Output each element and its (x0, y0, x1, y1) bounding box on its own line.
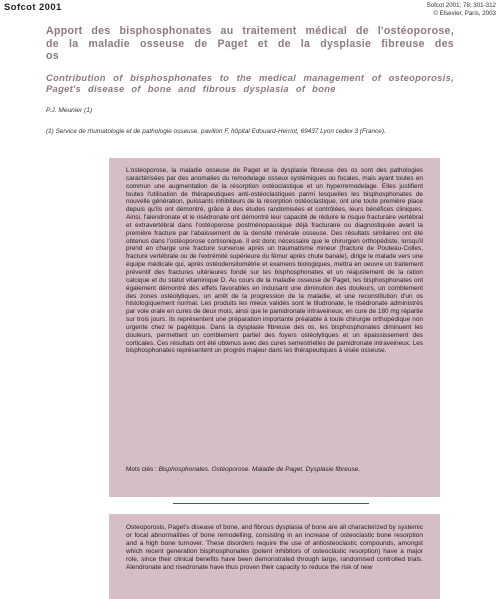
keywords (126, 466, 423, 474)
citation (427, 2, 497, 18)
abstract-english: Osteoporosis, Paget's disease of bone, and fibrous dysplasia of bone are all characterized by systemic or focal abnormalities of bone remodelling, consisting in an increase of osteoclastic bone resorption and a high bone turnover. These disorders require the use of antiosteoclastic compounds, amongst which recent generation bisphosphonates (potent inhibitors of osteoclastic resorption) have a major role, since their clinical benefits have been demonstrated through large, randomised controlled trials. Alendronate and risedronate have thus proven their capacity to reduce the risk of new (126, 524, 423, 571)
separator-rule (173, 503, 369, 504)
citation-publisher: © Elsevier, Paris, 2003 (433, 10, 496, 17)
keywords-label: Mots clés : (126, 466, 157, 473)
affiliation: (1) Service de rhumatologie et de pathologie osseuse, pavillon F, hôpital Edouard-Herriot, 69437 Lyon cedex 3 (France). (46, 128, 386, 135)
abstract-english-box (109, 514, 440, 599)
citation-volume: Sofcot 2001; 78: 301-312 (426, 2, 496, 9)
keywords-list: Bisphosphonates. Ostéoporose. Maladie de Paget. Dysplasie fibreuse. (158, 466, 361, 473)
title-french: Apport des bisphosphonates au traitement médical de l'ostéoporose, de la maladie osseuse de Paget et de la dysplasie fibreuse des os (46, 25, 454, 63)
journal-name: Sofcot 2001 (4, 2, 62, 13)
abstract-french-box (109, 158, 440, 497)
author: P.J. Meunier (1) (46, 107, 93, 114)
title-english: Contribution of bisphosphonates to the medical management of osteoporosis, Paget's disease of bone and fibrous dysplasia of bone (46, 72, 454, 94)
abstract-french: L'ostéoporose, la maladie osseuse de Paget et la dysplasie fibreuse des os sont des pathologies caractérisées par des anomalies du remodelage osseux systémiques ou focales, mais ayant toutes en commun une augmentation de la résorption ostéoclastique et un hyperremodelage. Elles justifient toutes l'utilisation de thérapeutiques anti-ostéoclastiques parmi lesquelles les bisphosphonates de nouvelle génération, puissants inhibiteurs de la résorption ostéoclastique, ont une toute première place depuis qu'ils ont démontré, grâce à des études randomisées et contrôlées, leurs bénéfices cliniques. Ainsi, l'alendronate et le risédronate ont démontré leur capacité de réduire le risque fracturaire vertébral et extravertébral dans l'ostéoporose postménopausique déjà fracturaire ou diagnostiquée avant la première fracture par l'abaissement de la densité minérale osseuse. Des résultats similaires ont été obtenus dans l'ostéoporose cortisonique. Il est donc nécessaire que le chirurgien orthopédiste, lorsqu'il prend en charge une fracture survenue après un traumatisme mineur (fracture de Pouteau-Colles, fracture vertébrale ou de l'extrémité supérieure du fémur après chute banale), dirige le malade vers une équipe médicale qui, après ostéodensitométrie et examens biologiques, mettra en oeuvre un traitement préventif des fractures ultérieures fondé sur les bisphosphonates et un réajustement de la ration calcique et du statut vitaminique D. Au cours de la maladie osseuse de Paget, les bisphosphonates ont également démontré des effets favorables en induisant une diminution des douleurs, un comblement des zones ostéolytiques, un arrêt de la progression de la maladie, et une reconstitution d'un os histologiquement normal. Les produits les mieux validés sont le tiludronate, le risédronate administrés par voie orale en cures de deux mois, ainsi que le pamidronate intraveineux, en cure de 180 mg répartie sur trois jours. Ils représentent une préparation importante préalable à toute chirurgie orthopédique non urgente chez le pagétique. Dans la dysplasie fibreuse des os, les bisphosphonates diminuent les douleurs, permettent un comblement partiel des foyers ostéolytiques et un épaississement des corticales. Ces résultats ont été obtenus avec des cures semestrielles de pamidronate intraveineux. Les bisphosphonates représentent un progrès majeur dans les thérapeutiques à visée osseuse. (126, 167, 423, 355)
